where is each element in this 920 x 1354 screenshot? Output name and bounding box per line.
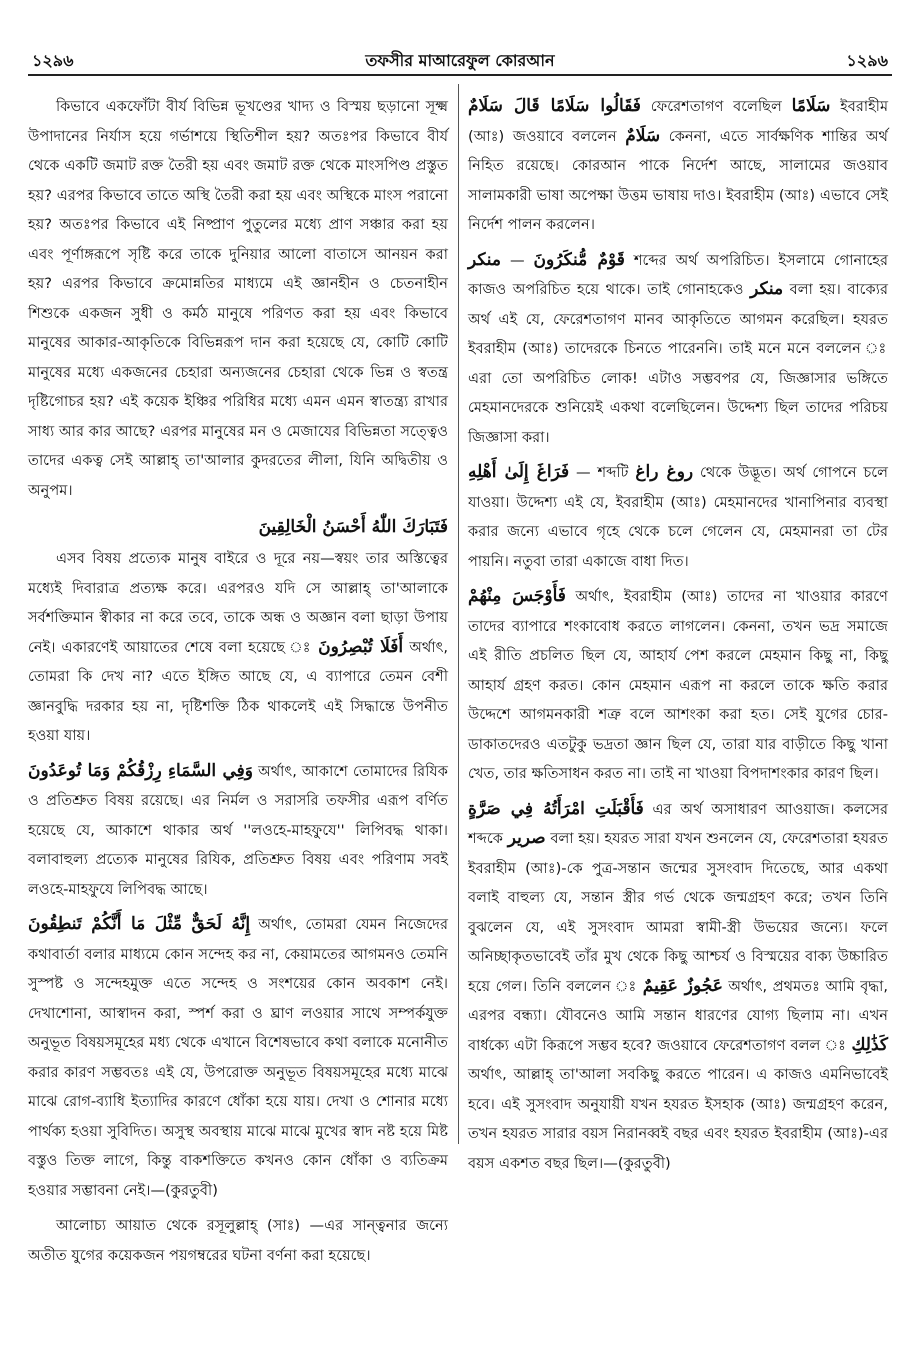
page-header <box>28 44 892 76</box>
paragraph: فَقَالُوا سَلَامًا قَالَ سَلَامٌ ফেরেশতাগণ বলেছিল سَلَامًا ইবরাহীম (আঃ) জওয়াবে বললেন سَلَامٌ কেননা, এতে সার্বক্ষণিক শান্তির অর্থ নিহিত রয়েছে। কোরআন পাকে নির্দেশ আছে, সালামের জওয়াব সালামকারী ভাষা অপেক্ষা উত্তম ভাষায় দাও। ইবরাহীম (আঃ) এভাবে সেই নির্দেশ পালন করলেন। <box>468 96 889 233</box>
paragraph: وَفِي السَّمَاءِ رِزْقُكُمْ وَمَا تُوعَدُونَ অর্থাৎ, আকাশে তোমাদের রিযিক ও প্রতিশ্রুত বিষয় রয়েছে। এর নির্মল ও সরাসরি তফসীর এরূপ বর্ণিত হয়েছে যে, আকাশে থাকার অর্থ ''লওহে-মাহফুযে'' লিপিবদ্ধ থাকা। বলাবাহুল্য প্রত্যেক মানুষের রিযিক, প্রতিশ্রুত বিষয় এবং পরিণাম সবই লওহে-মাহফুযে লিপিবদ্ধ আছে। <box>28 760 449 898</box>
arabic-verse: فَقَالُوا سَلَامًا قَالَ سَلَامٌ <box>468 96 641 116</box>
paragraph: এসব বিষয় প্রত্যেক মানুষ বাইরে ও দূরে নয়—স্বয়ং তার অস্তিত্বের মধ্যেই দিবারাত্র প্রত্যক্ষ করে। এরপরও যদি সে আল্লাহ্ তা'আলাকে সর্বশক্তিমান স্বীকার না করে তবে, তাকে অন্ধ ও অজ্ঞান বলা ছাড়া উপায় নেই। একারণেই আয়াতের শেষে বলা হয়েছে ঃ أَفَلَا تُبْصِرُونَ অর্থাৎ, তোমরা কি দেখ না? এতে ইঙ্গিত আছে যে, এ ব্যাপারে তেমন বেশী জ্ঞানবুদ্ধি দরকার হয় না, দৃষ্টিশক্তি ঠিক থাকলেই এই সিদ্ধান্তে উপনীত হওয়া যায়। <box>28 550 449 744</box>
arabic-word: صرير <box>507 828 546 848</box>
arabic-verse: فَرَاغَ إِلَىٰ أَهْلِهِ <box>468 462 570 482</box>
arabic-word: سَلَامٌ <box>625 125 661 146</box>
arabic-verse: عَجُوزٌ عَقِيمٌ <box>642 975 723 996</box>
right-column <box>468 92 888 1184</box>
paragraph: কিভাবে একফোঁটা বীর্য বিভিন্ন ভূখণ্ডের খাদ্য ও বিস্ময় ছড়ানো সূক্ষ্ম উপাদানের নির্যাস হয়ে গর্ভাশয়ে স্থিতিশীল হয়? অতঃপর কিভাবে বীর্য থেকে একটি জমাট রক্ত তৈরী হয় এবং জমাট রক্ত থেকে মাংসপিণ্ড প্রস্তুত হয়? এরপর কিভাবে তাতে অস্থি তৈরী করা হয় এবং অস্থিকে মাংস পরানো হয়? অতঃপর কিভাবে এই নিষ্প্রাণ পুতুলের মধ্যে প্রাণ সঞ্চার করা হয় এবং পূর্ণাঙ্গরূপে সৃষ্টি করে তাকে দুনিয়ার আলো বাতাসে আনয়ন করা হয়? এরপর কিভাবে ক্রমোন্নতির মাধ্যমে এই জ্ঞানহীন ও চেতনাহীন শিশুকে একজন সুধী ও কর্মঠ মানুষে পরিণত করা হয় এবং কিভাবে মানুষের আকার-আকৃতিকে বিভিন্নরূপ দান করা হয়েছে যে, কোটি কোটি মানুষের মধ্যে একজনের চেহারা অন্যজনের চেহারা থেকে ভিন্ন ও স্বতন্ত্র দৃষ্টিগোচর হয়? এই কয়েক ইঞ্চির পরিধির মধ্যে এমন এমন স্বাতন্ত্র্য রাখার সাধ্য আর কার আছে? এরপর মানুষের মন ও মেজাযের বিভিন্নতা সত্ত্বেও তাদের একত্ব সেই আল্লাহ্ তা'আলার কুদরতের লীলা, যিনি অদ্বিতীয় ও অনুপম। <box>28 98 448 499</box>
paragraph: فَأَوْجَسَ مِنْهُمْ অর্থাৎ, ইবরাহীম (আঃ) তাদের না খাওয়ার কারণে তাদের ব্যাপারে শংকাবোধ করতে লাগলেন। কেননা, তখন ভদ্র সমাজে এই রীতি প্রচলিত ছিল যে, আহার্য পেশ করলে মেহমান কিছু না, কিছু আহার্য গ্রহণ করত। কোন মেহমান এরূপ না করলে তাকে ক্ষতি করার উদ্দেশে আগমনকারী শত্রু বলে আশংকা করা হত। সেই যুগের চোর-ডাকাতদেরও এতটুকু ভদ্রতা জ্ঞান ছিল যে, তারা যার বাড়ীতে কিছু খানা খেত, তার ক্ষতিসাধন করত না। তাই না খাওয়া বিপদাশংকার কারণ ছিল। <box>468 586 888 782</box>
arabic-word: روغ راغ <box>635 462 694 482</box>
arabic-verse: وَفِي السَّمَاءِ رِزْقُكُمْ وَمَا تُوعَدُونَ <box>28 760 253 781</box>
arabic-verse: أَفَلَا تُبْصِرُونَ <box>318 636 404 657</box>
running-title: তফসীর মাআরেফুল কোরআন <box>365 51 555 70</box>
page-number-right: ১২৯৬ <box>846 51 888 70</box>
column-divider <box>458 84 459 1144</box>
arabic-verse: فَتَبَارَكَ اللّٰهُ أَحْسَنُ الْخَالِقِينَ <box>258 517 448 537</box>
paragraph: فَرَاغَ إِلَىٰ أَهْلِهِ — শব্দটি روغ راغ থেকে উদ্ভূত। অর্থ গোপনে চলে যাওয়া। উদ্দেশ্য এই যে, ইবরাহীম (আঃ) মেহমানদের খানাপিনার ব্যবস্থা করার জন্যে এভাবে গৃহে থেকে চলে গেলেন যে, মেহমানরা তা টের পায়নি। নতুবা তারা একাজে বাধা দিত। <box>468 462 889 570</box>
arabic-verse: فَأَوْجَسَ مِنْهُمْ <box>468 586 566 606</box>
arabic-verse: فَأَقْبَلَتِ امْرَأَتُهُ فِي صَرَّةٍ <box>468 798 644 819</box>
paragraph: قَوْمٌ مُّنكَرُونَ — منكر শব্দের অর্থ অপরিচিত। ইসলামে গোনাহের কাজও অপরিচিত হয়ে থাকে। তাই গোনাহকেও منكر বলা হয়। বাক্যের অর্থ এই যে, ফেরেশতাগণ মানব আকৃতিতে আগমন করেছিল। হযরত ইবরাহীম (আঃ) তাদেরকে চিনতে পারেননি। তাই মনে মনে বললেন ঃ এরা তো অপরিচিত লোক! এটাও সম্ভবপর যে, জিজ্ঞাসার ভঙ্গিতে মেহমানদেরকে শুনিয়েই একথা বলেছিলেন। উদ্দেশ্য ছিল তাদের পরিচয় জিজ্ঞাসা করা। <box>468 249 889 446</box>
paragraph: إِنَّهُ لَحَقٌّ مِّثْلَ مَا أَنَّكُمْ تَنطِقُونَ অর্থাৎ, তোমরা যেমন নিজেদের কথাবার্তা বলার মাধ্যমে কোন সন্দেহ কর না, কেয়ামতের আগমনও তেমনি সুস্পষ্ট ও সন্দেহমুক্ত এতে সন্দেহ ও সংশয়ের কোন অবকাশ নেই। দেখাশোনা, আস্বাদন করা, স্পর্শ করা ও ঘ্রাণ লওয়ার সাথে সম্পর্কযুক্ত অনুভূত বিষয়সমূহের মধ্য থেকে এখানে বিশেষভাবে কথা বলাকে মনোনীত করার কারণ সম্ভবতঃ এই যে, উপরোক্ত অনুভূত বিষয়সমূহের মধ্যে মাঝে মাঝে রোগ-ব্যাধি ইত্যাদির কারণে ধোঁকা হয়ে যায়। দেখা ও শোনার মধ্যে পার্থক্য হওয়া সুবিদিত। অসুস্থ অবস্থায় মাঝে মাঝে মুখের স্বাদ নষ্ট হয়ে মিষ্ট বস্তুও তিক্ত লাগে, কিন্তু বাকশক্তিতে কখনও কোন ধোঁকা ও ব্যতিক্রম হওয়ার সম্ভাবনা নেই।—(কুরতুবী) <box>28 914 449 1199</box>
arabic-word: منكر <box>750 279 784 299</box>
paragraph: فَأَقْبَلَتِ امْرَأَتُهُ فِي صَرَّةٍ এর অর্থ অসাধারণ আওয়াজ। কলসের শব্দকে صرير বলা হয়। হযরত সারা যখন শুনলেন যে, ফেরেশতারা হযরত ইবরাহীম (আঃ)-কে পুত্র-সন্তান জন্মের সুসংবাদ দিতেছে, আর একথা বলাই বাহুল্য যে, সন্তান স্ত্রীর গর্ভ থেকে জন্মগ্রহণ করে; তখন তিনি বুঝলেন যে, এই সুসংবাদ আমরা স্বামী-স্ত্রী উভয়ের জন্যে। ফলে অনিচ্ছাকৃতভাবেই তাঁর মুখ থেকে কিছু আশ্চর্য ও বিস্ময়ের বাক্য উচ্চারিত হয়ে গেল। তিনি বললেন ঃ عَجُوزٌ عَقِيمٌ অর্থাৎ, প্রথমতঃ আমি বৃদ্ধা, এরপর বন্ধ্যা। যৌবনেও আমি সন্তান ধারণের যোগ্য ছিলাম না। এখন বার্ধক্যে এটা কিরূপে সম্ভব হবে? জওয়াবে ফেরেশতাগণ বলল ঃ كَذَٰلِكِ অর্থাৎ, আল্লাহ্ তা'আলা সবকিছু করতে পারেন। এ কাজও এমনিভাবেই হবে। এই সুসংবাদ অনুযায়ী যখন হযরত ইসহাক (আঃ) জন্মগ্রহণ করেন, তখন হযরত সারার বয়স নিরানব্বই বছর এবং হযরত ইবরাহীম (আঃ)-এর বয়স একশত বছর ছিল।—(কুরতুবী) <box>468 798 888 1172</box>
arabic-word: سَلَامًا <box>791 96 831 116</box>
arabic-verse: قَوْمٌ مُّنكَرُونَ <box>533 249 625 270</box>
arabic-word: منكر <box>468 249 502 270</box>
arabic-verse: كَذَٰلِكِ <box>851 1034 888 1055</box>
page-number-left: ১২৯৬ <box>32 51 74 70</box>
arabic-verse: إِنَّهُ لَحَقٌّ مِّثْلَ مَا أَنَّكُمْ تَنطِقُونَ <box>28 914 251 934</box>
paragraph: আলোচ্য আয়াত থেকে রসূলুল্লাহ্ (সাঃ) —এর সান্ত্বনার জন্যে অতীত যুগের কয়েকজন পয়গম্বরের ঘটনা বর্ণনা করা হয়েছে। <box>28 1217 448 1264</box>
left-column <box>28 92 448 1276</box>
